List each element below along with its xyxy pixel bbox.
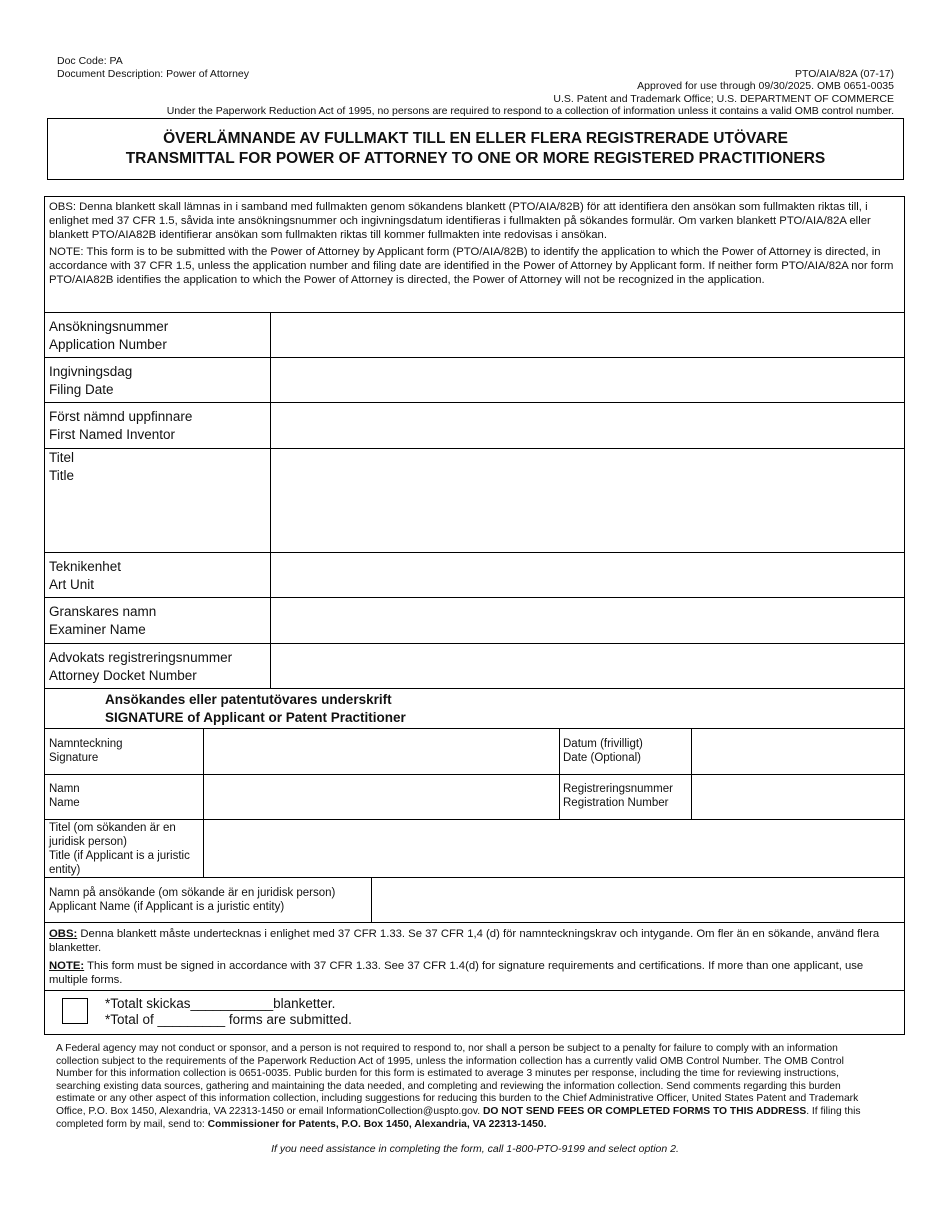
- heading-sv: Ansökandes eller patentutövares underskrift: [105, 692, 392, 707]
- first-inventor-label: [49, 408, 192, 443]
- divider: [559, 729, 560, 775]
- label-en: Filing Date: [49, 381, 114, 397]
- label-en: First Named Inventor: [49, 426, 176, 442]
- applicant-name-row: [45, 877, 904, 923]
- burden-warning: DO NOT SEND FEES OR COMPLETED FORMS TO THIS ADDRESS: [482, 1105, 807, 1117]
- first-inventor-field[interactable]: [271, 403, 904, 449]
- burden-mid: . If filing this completed form by mail, send to:: [56, 1105, 861, 1130]
- signature-field[interactable]: [204, 729, 558, 775]
- heading-en: SIGNATURE of Applicant or Patent Practitioner: [105, 709, 406, 725]
- examiner-label: [49, 603, 156, 638]
- burden-address: Commissioner for Patents, P.O. Box 1450, Alexandria, VA 22313-1450.: [207, 1118, 547, 1130]
- burden-statement: [56, 1043, 874, 1131]
- assistance-text: If you need assistance in completing the form, call 1-800-PTO-9199 and select option 2.: [271, 1143, 679, 1155]
- name-label: [49, 782, 80, 810]
- label-en: Attorney Docket Number: [49, 667, 197, 683]
- label-sv: Ansökningsnummer: [49, 319, 169, 334]
- examiner-field[interactable]: [271, 598, 904, 644]
- label-sv: Titel: [49, 450, 75, 465]
- agency-text: U.S. Patent and Trademark Office; U.S. DEPARTMENT OF COMMERCE: [553, 93, 894, 105]
- label-en: Date (Optional): [563, 752, 641, 764]
- art-unit-row: [45, 552, 904, 598]
- juristic-title-label: [49, 821, 199, 877]
- title-field[interactable]: [271, 449, 904, 553]
- footnote-row: [45, 922, 904, 991]
- obs-text: Denna blankett måste undertecknas i enlighet med 37 CFR 1.33. Se 37 CFR 1,4 (d) för namnteckningskrav och intygande. Om fler än en sökande, använd flera blanketter.: [49, 928, 880, 954]
- date-field[interactable]: [692, 729, 904, 775]
- approval-text: Approved for use through 09/30/2025. OMB 0651-0035: [637, 80, 894, 92]
- label-sv: Namnteckning: [49, 738, 123, 750]
- applicant-name-label: [49, 886, 335, 914]
- label-en: Title: [49, 467, 75, 483]
- label-en: Application Number: [49, 336, 167, 352]
- signature-heading-row: [45, 688, 904, 729]
- total-forms-checkbox[interactable]: [62, 998, 88, 1024]
- art-unit-label: [49, 558, 121, 593]
- label-en: Examiner Name: [49, 621, 146, 637]
- juristic-title-field[interactable]: [204, 820, 904, 878]
- label-sv: Namn på ansökande (om sökande är en juridisk person): [49, 887, 336, 899]
- doc-code: Doc Code: PA: [57, 55, 123, 67]
- label-en: Applicant Name (if Applicant is a juristic entity): [49, 901, 285, 913]
- title-swedish: ÖVERLÄMNANDE AV FULLMAKT TILL EN ELLER FLERA REGISTRERADE UTÖVARE: [163, 130, 788, 147]
- note-swedish: OBS: Denna blankett skall lämnas in i samband med fullmakten genom sökandens blankett (PTO/AIA/82B) för att identifiera den ansökan som fullmakten riktas till, i enlighet med 37 CFR 1.5, såvida inte ansökningsnummer och ingivningsdatum identifieras i fullmakten på sökandes formulär. Om varken blankett PTO/AIA/82A eller blankett PTO/AIA82B identifierar ansökan som fullmakten riktas till kommer fullmakten inte redovisas i ansökan.: [49, 201, 871, 241]
- signature-row: [45, 728, 904, 775]
- doc-description: Document Description: Power of Attorney: [57, 68, 250, 80]
- divider: [559, 775, 560, 820]
- name-row: [45, 774, 904, 820]
- label-sv: Advokats registreringsnummer: [49, 650, 233, 665]
- application-number-row: [45, 312, 904, 358]
- label-sv: Teknikenhet: [49, 559, 122, 574]
- label-sv: Granskares namn: [49, 604, 157, 619]
- registration-field[interactable]: [692, 775, 904, 820]
- title-label: [49, 449, 74, 484]
- total-forms-row: [45, 990, 904, 1035]
- label-en: Title (if Applicant is a juristic entity): [49, 850, 190, 876]
- title-english: TRANSMITTAL FOR POWER OF ATTORNEY TO ONE OR MORE REGISTERED PRACTITIONERS: [125, 150, 826, 167]
- note-text: This form must be signed in accordance with 37 CFR 1.33. See 37 CFR 1.4(d) for signature requirements and certifications. If more than one applicant, use multiple forms.: [49, 960, 864, 986]
- label-en: Signature: [49, 752, 99, 764]
- note-english: NOTE: This form is to be submitted with the Power of Attorney by Applicant form (PTO/AIA/82B) to identify the application to which the Power of Attorney is directed, in accordance with 37 CFR 1.5, unless the application number and filing date are identified in the Power of Attorney by Applicant form. If neither form PTO/AIA/82A nor form PTO/AIA82B identifies the application to which the Power of Attorney is directed, the Power of Attorney will not be recognized in the application.: [49, 246, 894, 286]
- note-footnote: [49, 959, 896, 987]
- filing-date-label: [49, 363, 132, 398]
- label-sv: Först nämnd uppfinnare: [49, 409, 193, 424]
- obs-label: OBS:: [49, 928, 78, 940]
- application-number-field[interactable]: [271, 313, 904, 358]
- label-en: Name: [49, 797, 80, 809]
- filing-date-field[interactable]: [271, 358, 904, 403]
- instructions: [49, 201, 898, 292]
- label-en: Art Unit: [49, 576, 95, 592]
- total-en: *Total of _________ forms are submitted.: [105, 1012, 352, 1027]
- signature-heading: [105, 691, 406, 726]
- docket-row: [45, 643, 904, 689]
- label-sv: Registreringsnummer: [563, 783, 673, 795]
- date-label: [563, 737, 643, 765]
- docket-field[interactable]: [271, 644, 904, 689]
- paperwork-text: Under the Paperwork Reduction Act of 1995, no persons are required to respond to a collection of information unless it contains a valid OMB control number.: [166, 105, 894, 117]
- juristic-title-row: [45, 819, 904, 878]
- note-label: NOTE:: [49, 960, 85, 972]
- label-sv: Datum (frivilligt): [563, 738, 643, 750]
- label-sv: Ingivningsdag: [49, 364, 133, 379]
- form-title-box: [47, 118, 904, 180]
- filing-date-row: [45, 357, 904, 403]
- main-form: [44, 196, 905, 1035]
- title-row: [45, 448, 904, 553]
- label-sv: Namn: [49, 783, 80, 795]
- applicant-name-field[interactable]: [372, 878, 904, 923]
- signature-label: [49, 737, 123, 765]
- art-unit-field[interactable]: [271, 553, 904, 598]
- obs-footnote: [49, 927, 896, 955]
- application-number-label: [49, 318, 168, 353]
- total-forms-text: [105, 996, 352, 1028]
- total-sv: *Totalt skickas___________blanketter.: [105, 996, 336, 1011]
- form-number: PTO/AIA/82A (07-17): [794, 68, 894, 80]
- burden-text: A Federal agency may not conduct or sponsor, and a person is not required to respond to, nor shall a person be subject to a penalty for failure to comply with an information collection subject to the requirements of the Paperwork Reduction Act of 1995, unless the information collection has a currently valid OMB Control Number. The OMB Control Number for this information collection is 0651-0035. Public burden for this form is estimated to average 3 minutes per response, including the time for reviewing instructions, searching existing data sources, gathering and maintaining the data needed, and completing and reviewing the information collection. Send comments regarding this burden estimate or any other aspect of this information collection, including suggestions for reducing this burden to the Chief Administrative Officer, United States Patent and Trademark Office, P.O. Box 1450, Alexandria, VA 22313-1450 or email InformationCollection@uspto.gov.: [56, 1043, 859, 1117]
- label-en: Registration Number: [563, 797, 669, 809]
- examiner-row: [45, 597, 904, 644]
- signature-footnotes: [49, 927, 896, 991]
- label-sv: Titel (om sökanden är en juridisk person): [49, 822, 176, 848]
- registration-label: [563, 782, 673, 810]
- docket-label: [49, 649, 232, 684]
- name-field[interactable]: [204, 775, 558, 820]
- first-inventor-row: [45, 402, 904, 449]
